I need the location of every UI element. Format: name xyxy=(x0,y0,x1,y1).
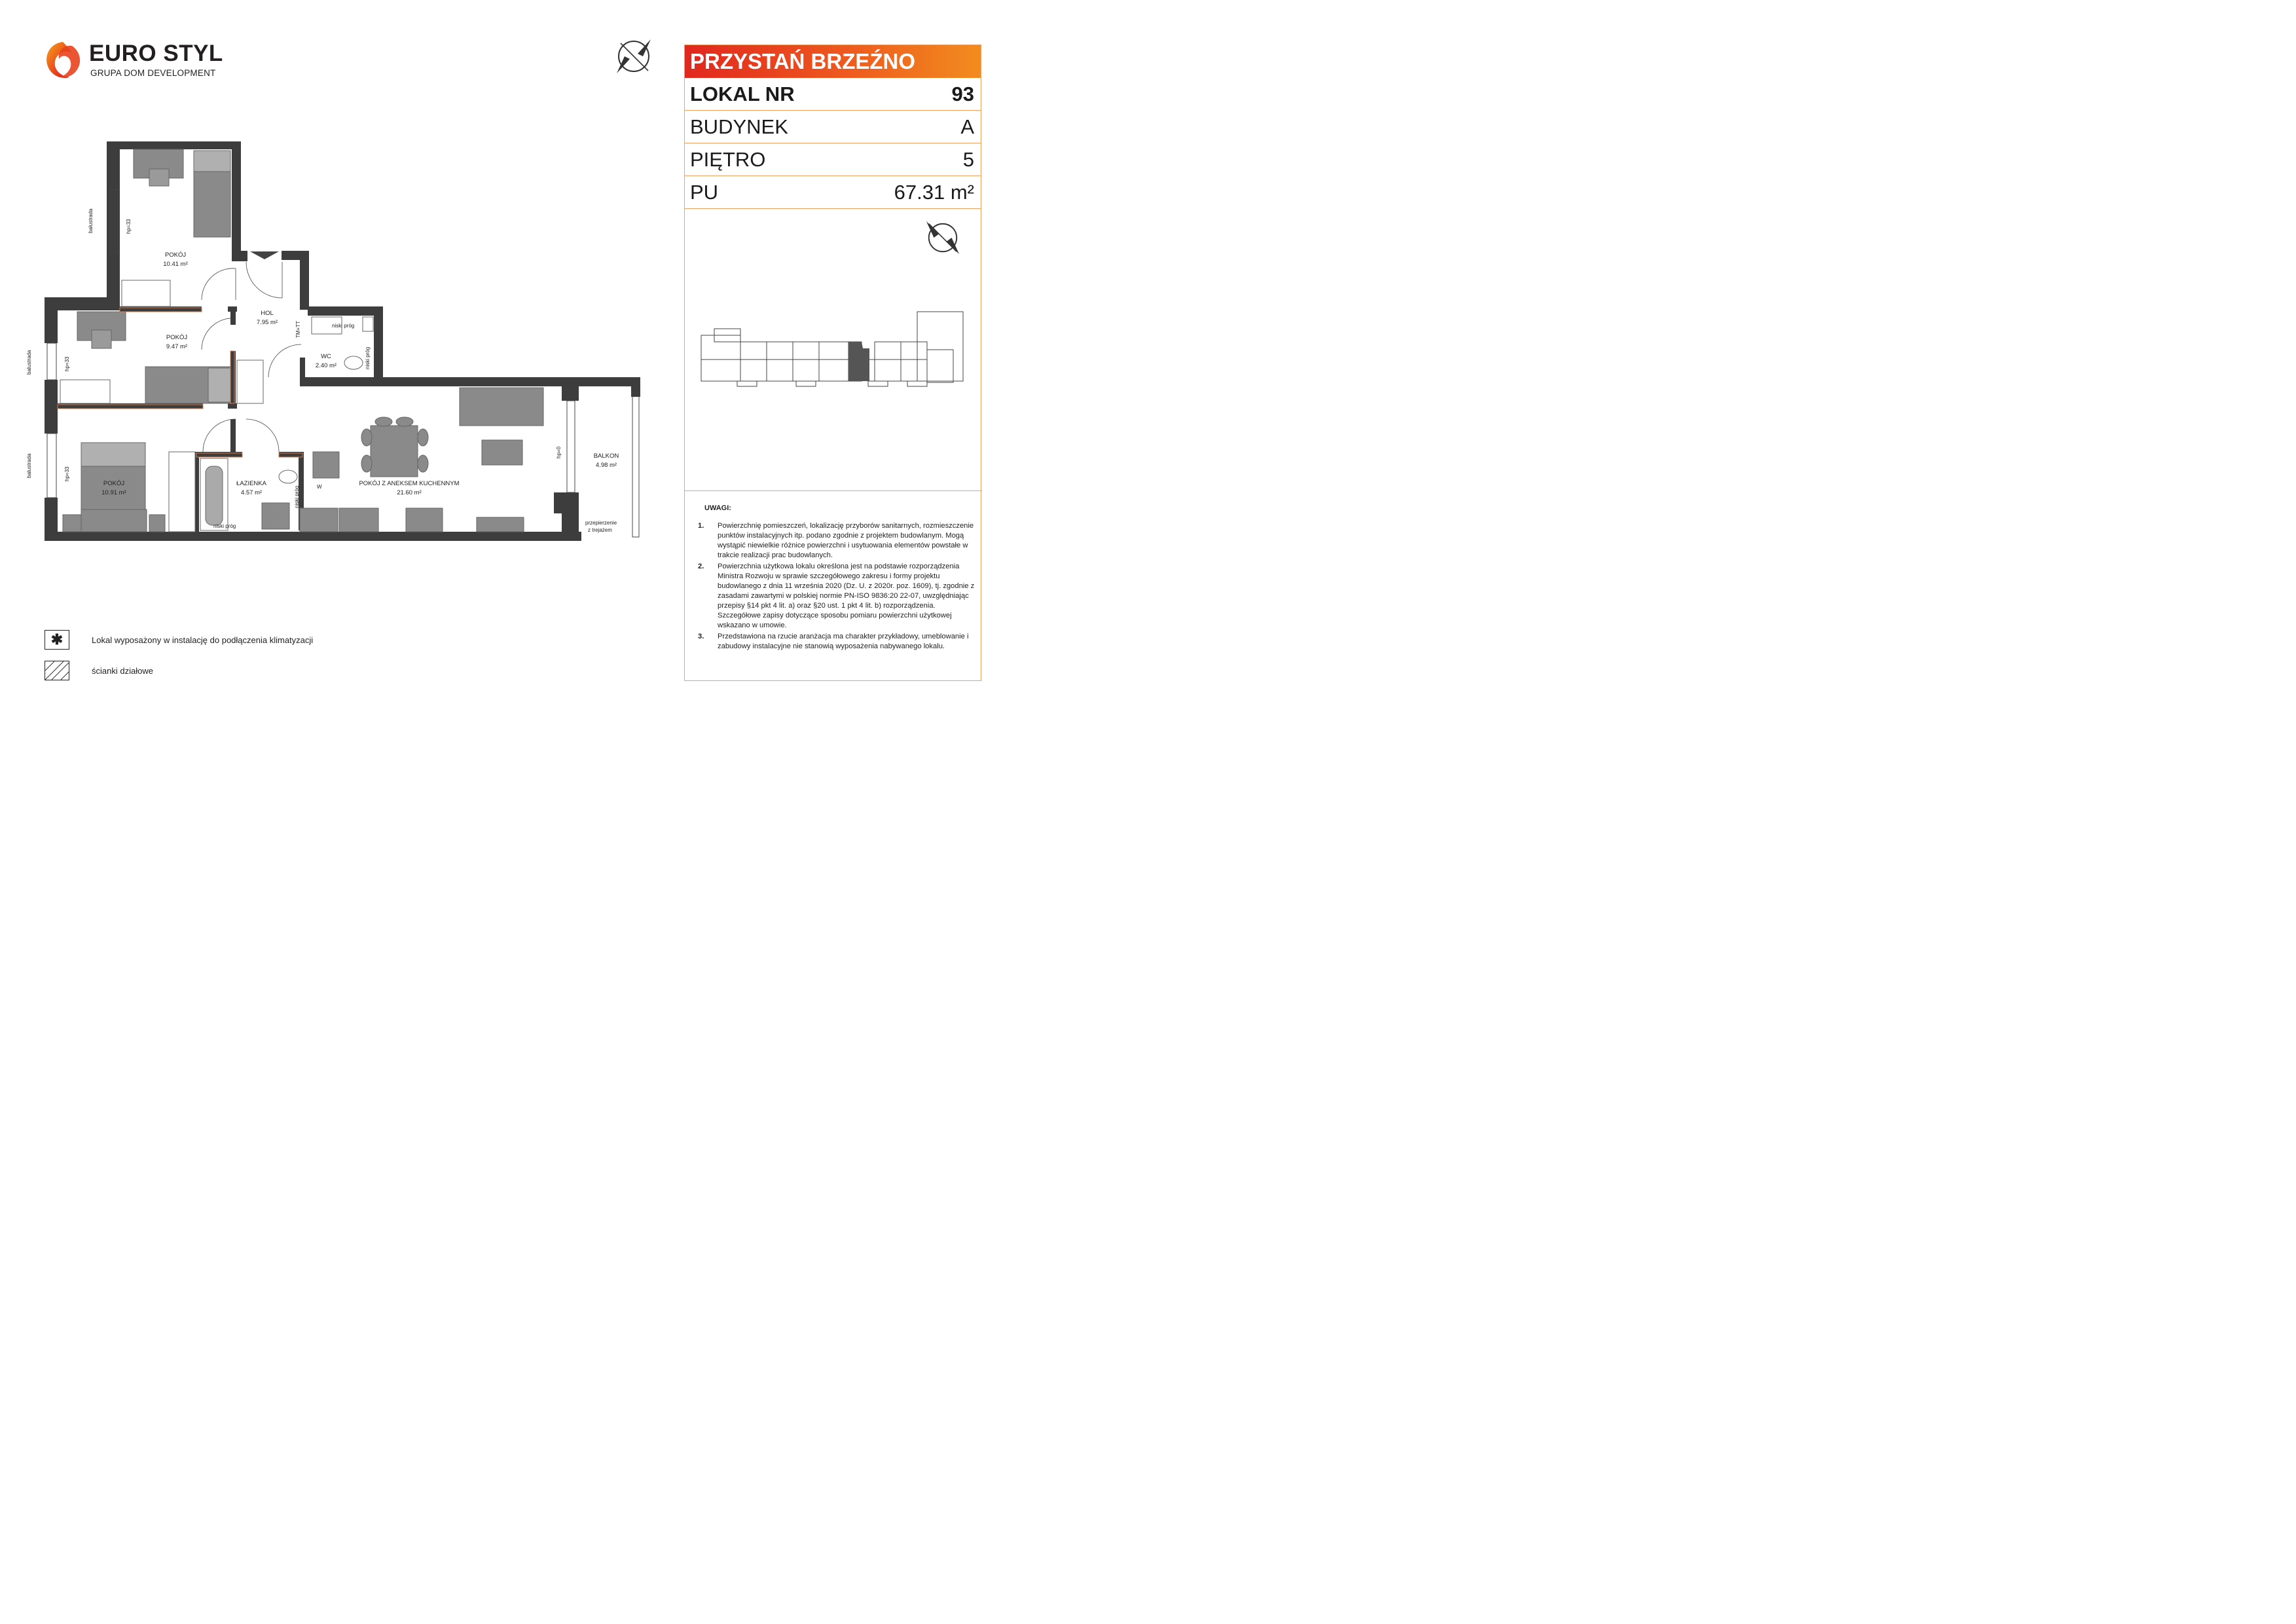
door-swings xyxy=(202,262,301,452)
asterisk-icon: ✱ xyxy=(45,630,69,650)
hp33-label-3: hp=33 xyxy=(64,466,70,481)
room-area-2: 7.95 m² xyxy=(256,319,278,326)
room-name-7: POKÓJ Z ANEKSEM KUCHENNYM xyxy=(359,480,460,487)
balustrada-label-2: balustrada xyxy=(26,350,32,375)
room-name-8: BALKON xyxy=(593,452,619,460)
budynek-value: A xyxy=(960,115,974,138)
tm-tt-label: TM+TT xyxy=(295,321,301,338)
room-name-6: ŁAZIENKA xyxy=(236,480,266,487)
pu-label: PU xyxy=(690,180,719,204)
room-name-1: POKÓJ xyxy=(164,251,187,259)
note-number: 2. xyxy=(698,563,704,570)
balustrada-label-3: balustrada xyxy=(26,453,32,478)
przepierzenie-label: przepierzenie xyxy=(585,520,617,526)
hp33-label-1: hp=33 xyxy=(126,219,132,234)
niski-prog-label-2: niski próg xyxy=(365,346,371,369)
pietro-value: 5 xyxy=(962,147,974,171)
room-area-7: 21.60 m² xyxy=(397,489,422,496)
project-title: PRZYSTAŃ BRZEŹNO xyxy=(685,45,981,78)
balustrada-label-1: balustrada xyxy=(88,208,94,233)
note-number: 1. xyxy=(698,522,704,530)
note-text: Powierzchnia użytkowa lokalu określona jest na podstawie rozporządzenia Ministra Rozwoju w sprawie szczegółowego zakresu i formy projektu budowlanego z dnia 11 września 2020 (Dz. U. z 2020r. poz. 1609), tj. zgodnie z zasadami zawartymi w polskiej normie PN-ISO 9836:20 22-07, uwzględniając przepisy §14 pkt 4 lit. a) oraz §20 ust. 1 pkt 4 lit. b) rozporządzenia. Szczegółowe zapisy dotyczące sposobu pomiaru powierzchni użytkowej wskazano w umowie. xyxy=(718,563,975,629)
room-name-5: POKÓJ xyxy=(103,480,125,487)
niski-prog-label-3: niski próg xyxy=(294,485,300,508)
pietro-label: PIĘTRO xyxy=(690,147,766,171)
lokal-label: LOKAL NR xyxy=(690,82,795,105)
room-name-2: HOL xyxy=(261,310,274,317)
z-trejazem-label: z trejażem xyxy=(588,527,612,533)
niski-prog-label-1: niski próg xyxy=(332,323,355,329)
niski-prog-label-4: niski próg xyxy=(213,523,236,529)
apartment-highlight xyxy=(848,342,869,381)
row-lokal xyxy=(685,78,981,111)
note-number: 3. xyxy=(698,633,704,640)
notes-title: UWAGI: xyxy=(704,504,731,512)
lokal-value: 93 xyxy=(951,82,974,105)
room-name-4: WC xyxy=(321,353,331,360)
budynek-label: BUDYNEK xyxy=(690,115,788,138)
room-area-5: 10.91 m² xyxy=(101,489,126,496)
row-budynek xyxy=(685,111,981,143)
washer-label: W xyxy=(317,484,322,490)
room-area-6: 4.57 m² xyxy=(240,489,263,496)
note-text: Przedstawiona na rzucie aranżacja ma charakter przykładowy, umeblowanie i zabudowy instalacyjne nie stanowią wyposażenia nabywanego lokalu. xyxy=(718,633,969,650)
legend-label-partition: ścianki działowe xyxy=(92,666,153,676)
note-item xyxy=(698,521,982,561)
legend-label-ac: Lokal wyposażony w instalację do podłączenia klimatyzacji xyxy=(92,635,314,645)
note-text: Powierzchnię pomieszczeń, lokalizację przyborów sanitarnych, rozmieszczenie punktów instalacyjnych itp. podano zgodnie z projektem budowlanym. Mogą wystąpić niewielkie różnice powierzchni i usytuowania elementów powstałe w trakcie realizacji prac budowlanych. xyxy=(718,522,974,559)
pu-value: 67.31 m² xyxy=(894,180,974,204)
room-name-3: POKÓJ xyxy=(166,334,188,341)
hp0-label: hp=0 xyxy=(556,446,562,458)
room-area-3: 9.47 m² xyxy=(166,343,188,350)
north-arrow-icon xyxy=(924,219,962,257)
info-panel xyxy=(684,45,981,681)
hp33-label-2: hp=33 xyxy=(64,356,70,371)
row-pietro xyxy=(685,143,981,176)
row-pu xyxy=(685,176,981,209)
room-area-1: 10.41 m² xyxy=(163,261,188,268)
hatch-pattern-icon xyxy=(45,661,69,680)
note-item xyxy=(698,632,982,652)
entrance-arrow-icon xyxy=(250,251,279,259)
building-site-plan xyxy=(698,310,973,396)
logo-brand-text: EURO STYL xyxy=(89,41,223,66)
room-area-4: 2.40 m² xyxy=(315,362,337,369)
room-area-8: 4.98 m² xyxy=(595,462,617,469)
logo-subtitle: GRUPA DOM DEVELOPMENT xyxy=(90,68,216,78)
floor-plan xyxy=(0,0,655,563)
notes-section xyxy=(685,490,982,652)
note-item xyxy=(698,562,982,631)
